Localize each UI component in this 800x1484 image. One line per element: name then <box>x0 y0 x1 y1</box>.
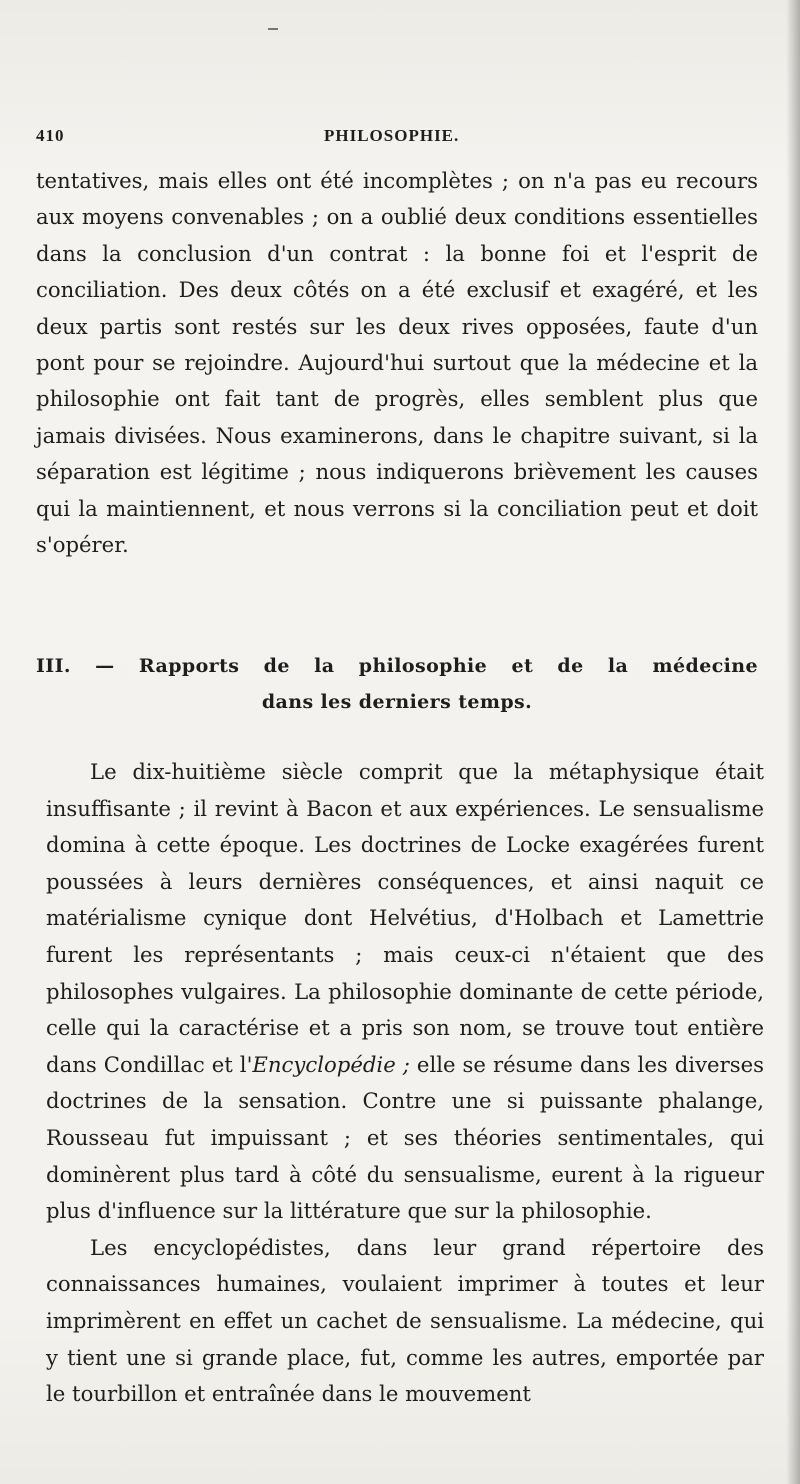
paragraph-encyclopedists: Les encyclopédistes, dans leur grand répertoire des connaissances humaines, voulaient imprimer à toutes et leur imprimèrent en effet un cachet de sensualisme. La médecine, qui y tient une si grande place, fut, comme les autres, emportée par le tourbillon et entraînée dans le mouvement <box>46 1234 764 1407</box>
section-heading-line-2: dans les derniers temps. <box>261 691 533 713</box>
running-title: PHILOSOPHIE. <box>324 126 460 145</box>
section-heading-line-1: III. — Rapports de la philosophie et de la médecine <box>36 655 758 677</box>
body-text-block <box>46 754 764 1413</box>
print-mark <box>268 28 278 30</box>
opening-paragraph: tentatives, mais elles ont été incomplètes ; on n'a pas eu recours aux moyens convenables ; on a oublié deux conditions essentielles dans la conclusion d'un contrat : la bonne foi et l'esprit de conciliation. Des deux côtés on a été exclusif et exagéré, et les deux partis sont restés sur les deux rives opposées, faute d'un pont pour se rejoindre. Aujourd'hui surtout que la médecine et la philosophie ont fait tant de progrès, elles semblent plus que jamais divisées. Nous examinerons, dans le chapitre suivant, si la séparation est légitime ; nous indiquerons brièvement les causes qui la maintiennent, et nous verrons si la conciliation peut et doit s'opérer. <box>36 168 758 558</box>
page-gutter-shadow <box>786 0 800 1484</box>
paragraph-2-italic-title: Encyclopédie ; <box>252 1051 410 1077</box>
paragraph-2-text-a: Le dix-huitième siècle comprit que la métaphysique était insuffisante ; il revint à Bacon et aux expériences. Le sensualisme domina à cette époque. Les doctrines de Locke exagérées furent poussées à leurs dernières conséquences, et ainsi naquit ce matérialisme cynique dont Helvétius, d'Holbach et Lamettrie furent les représentants ; mais ceux-ci n'étaient que des philosophes vulgaires. La philosophie dominante de cette période, celle qui la caractérise et a pris son nom, se trouve tout entière dans Condillac et l' <box>46 759 764 1077</box>
section-heading <box>36 648 758 720</box>
opening-paragraph-block <box>36 163 758 563</box>
paragraph-eighteenth-century <box>46 754 764 1230</box>
running-head <box>36 126 756 150</box>
paragraph-2-text-b: elle se résume dans les diverses doctrines de la sensation. Contre une si puissante phalange, Rousseau fut impuissant ; et ses théories sentimentales, qui dominèrent plus tard à côté du sensualisme, eurent à la rigueur plus d'influence sur la littérature que sur la philosophie. <box>46 1051 765 1224</box>
page-number: 410 <box>36 126 65 145</box>
